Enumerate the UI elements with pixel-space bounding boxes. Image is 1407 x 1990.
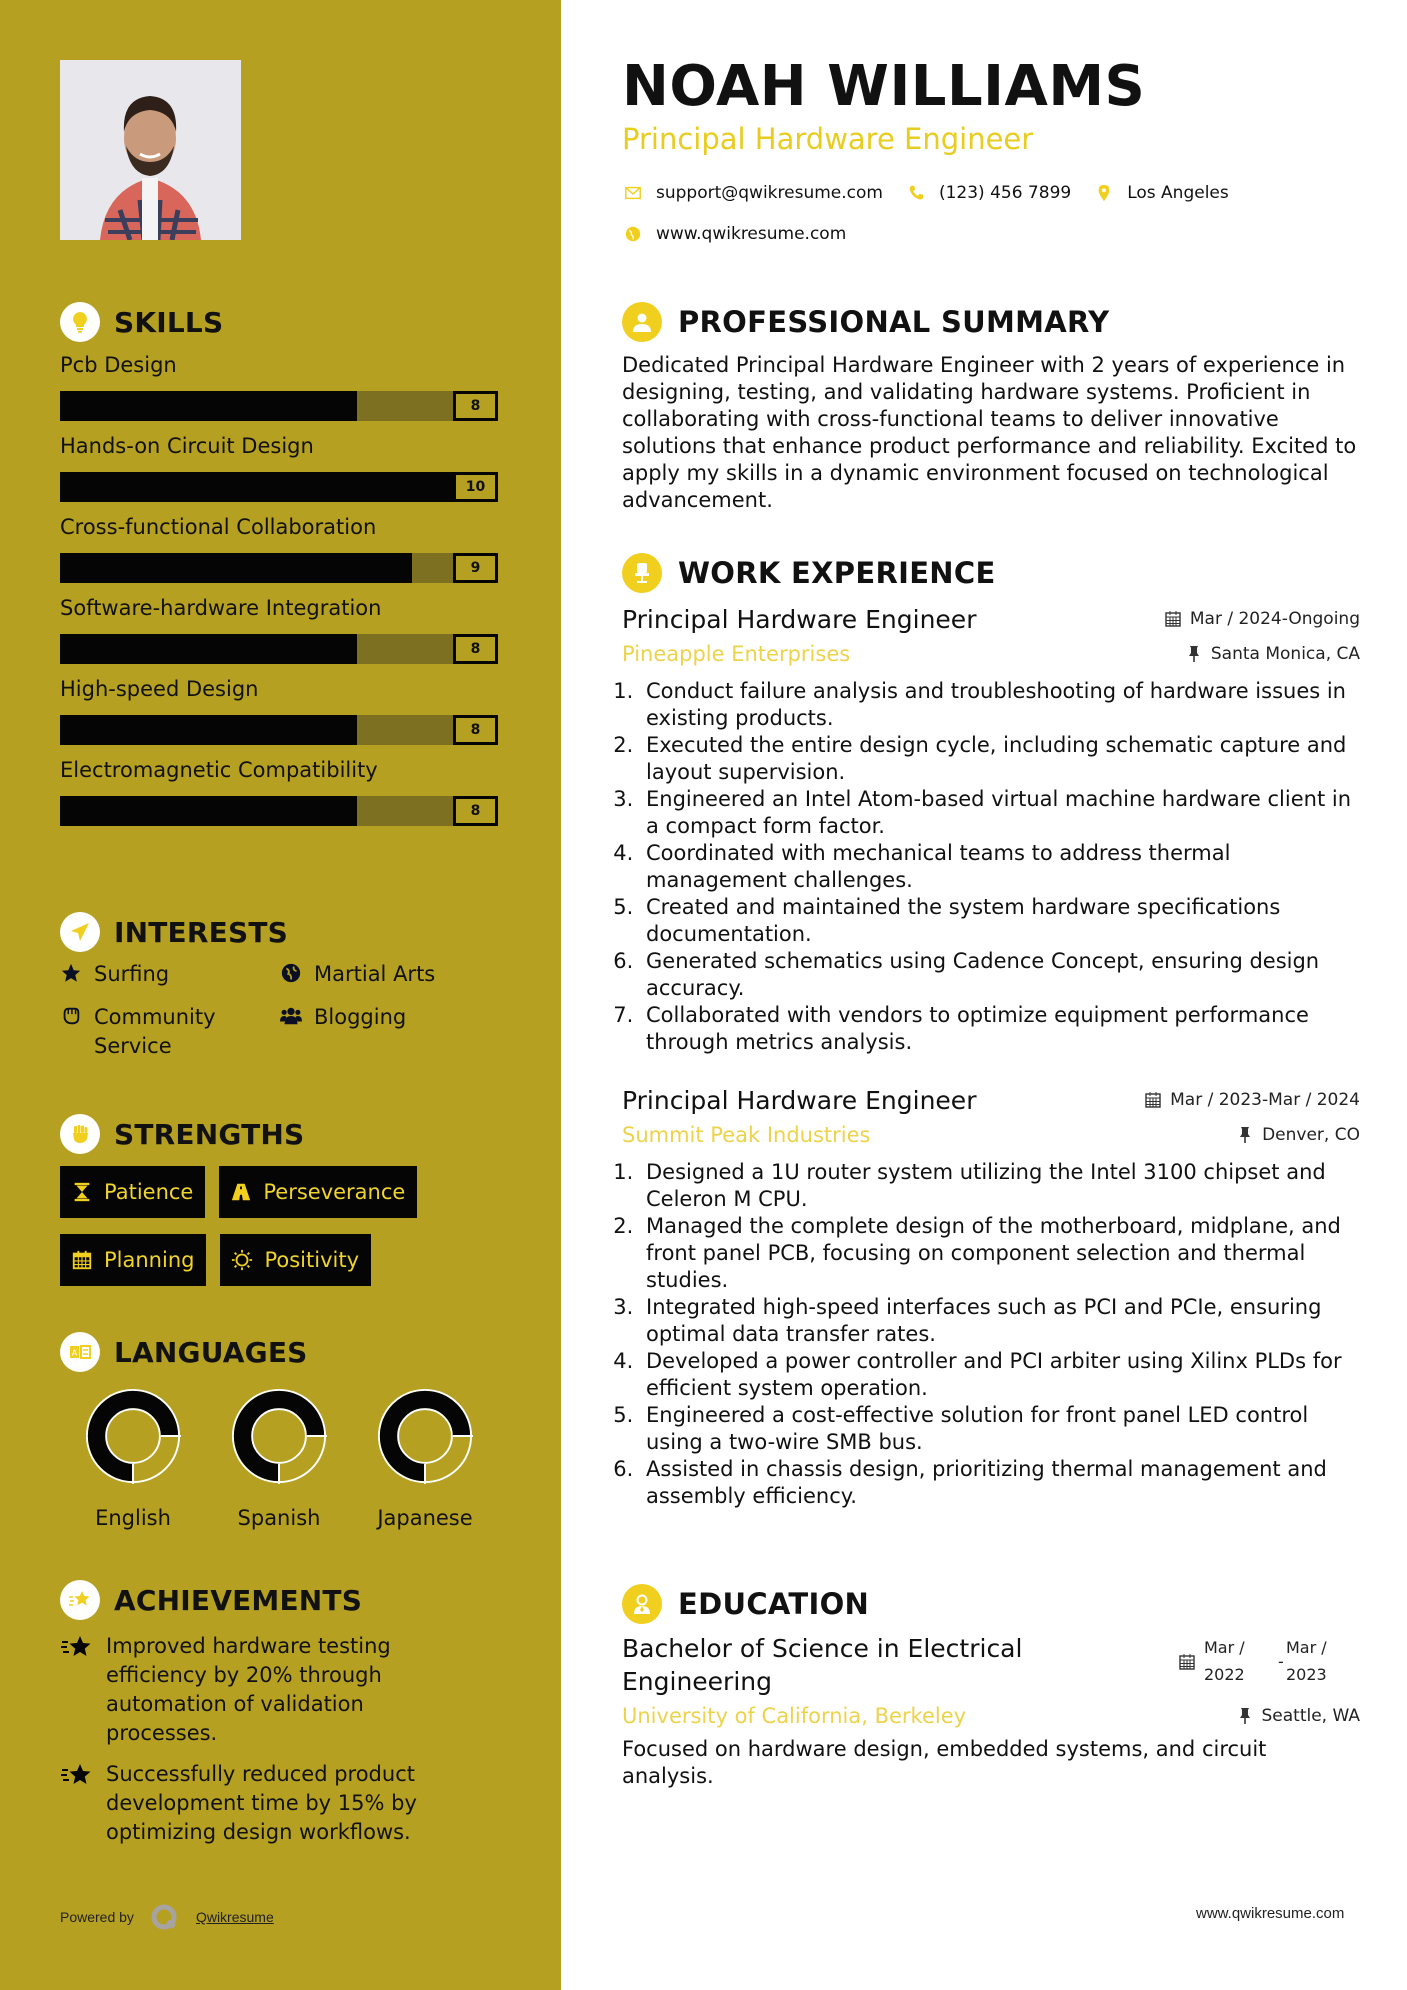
- skill-item: [60, 431, 498, 502]
- experience-section: [622, 551, 1360, 1510]
- strength-chip: [220, 1234, 371, 1286]
- candidate-name: NOAH WILLIAMS: [622, 54, 1146, 119]
- hand-icon: [60, 1005, 84, 1029]
- pushpin-icon: [1236, 1126, 1254, 1144]
- skill-fill: [60, 634, 357, 664]
- map-pin-icon: [1093, 182, 1115, 204]
- profile-photo: [60, 60, 241, 240]
- calendar-icon: [1144, 1091, 1162, 1109]
- skills-title: SKILLS: [114, 305, 224, 339]
- education-location-text: Seattle, WA: [1261, 1706, 1360, 1726]
- strength-label: Perseverance: [263, 1180, 406, 1204]
- users-icon: [280, 1005, 304, 1029]
- skill-value: 8: [453, 715, 498, 745]
- skill-value: 9: [453, 553, 498, 583]
- pushpin-icon: [1236, 1707, 1254, 1725]
- graduate-icon: [622, 1584, 662, 1624]
- skill-fill: [60, 796, 357, 826]
- email-link[interactable]: support@qwikresume.com: [656, 183, 883, 203]
- achievement-item: [60, 1632, 436, 1748]
- job-location-text: Denver, CO: [1262, 1125, 1360, 1145]
- job-entry: [622, 1086, 1360, 1510]
- person-photo-icon: [60, 60, 241, 240]
- sidebar: [0, 0, 561, 1990]
- job-bullet: 2. Executed the entire design cycle, including schematic capture and layout supervision.: [640, 732, 1360, 786]
- contact-phone: [905, 182, 1071, 204]
- strengths-title: STRENGTHS: [114, 1117, 305, 1151]
- skill-item: [60, 593, 498, 664]
- contact-location: [1093, 182, 1229, 204]
- skill-item: [60, 350, 498, 421]
- job-location-text: Santa Monica, CA: [1210, 644, 1360, 664]
- strengths-list: [60, 1166, 500, 1286]
- interest-item: [280, 1003, 500, 1061]
- language-item: [352, 1388, 498, 1530]
- skill-value: 8: [453, 391, 498, 421]
- summary-section: [622, 300, 1360, 514]
- language-item: [206, 1388, 352, 1530]
- skill-bar: [60, 391, 498, 421]
- education-end: Mar / 2023: [1286, 1638, 1327, 1684]
- job-bullet: 4. Coordinated with mechanical teams to address thermal management challenges.: [640, 840, 1360, 894]
- education-school: University of California, Berkeley: [622, 1704, 967, 1728]
- job-bullet: 5. Created and maintained the system hardware specifications documentation.: [640, 894, 1360, 948]
- skill-bar: [60, 634, 498, 664]
- job-location: [1236, 1125, 1360, 1145]
- job-company: Pineapple Enterprises: [622, 642, 851, 666]
- sun-icon: [230, 1248, 254, 1272]
- interest-item: [280, 960, 500, 989]
- user-icon: [622, 302, 662, 342]
- job-dates: [1164, 609, 1360, 629]
- skill-label: Electromagnetic Compatibility: [60, 758, 378, 782]
- paper-plane-icon: [60, 912, 100, 952]
- interests-section: [60, 910, 500, 1061]
- skill-value: 10: [453, 472, 498, 502]
- job-dates-text: Mar / 2024-Ongoing: [1189, 609, 1360, 629]
- job-bullet: 5. Engineered a cost-effective solution for front panel LED control using a two-wire SMB bus.: [640, 1402, 1360, 1456]
- calendar-icon: [70, 1248, 94, 1272]
- achievements-section: [60, 1578, 436, 1847]
- location-text: Los Angeles: [1127, 183, 1229, 203]
- strengths-section: [60, 1112, 500, 1286]
- education-section: [622, 1582, 1360, 1790]
- qwikresume-link[interactable]: Qwikresume: [195, 1909, 274, 1925]
- phone-number[interactable]: (123) 456 7899: [938, 183, 1072, 203]
- envelope-icon: [622, 182, 644, 204]
- education-description: Focused on hardware design, embedded systems, and circuit analysis.: [622, 1737, 1267, 1788]
- strength-chip: [60, 1166, 205, 1218]
- strength-chip: [60, 1234, 206, 1286]
- interest-label: Blogging: [314, 1005, 407, 1029]
- interest-item: [60, 1003, 280, 1061]
- education-start: Mar / 2022: [1204, 1638, 1245, 1684]
- skill-bar: [60, 553, 498, 583]
- summary-title: PROFESSIONAL SUMMARY: [678, 305, 1110, 339]
- languages-section: [60, 1330, 498, 1530]
- job-bullet: 2. Managed the complete design of the motherboard, midplane, and front panel PCB, focusing on component selection and thermal studies.: [640, 1213, 1360, 1294]
- languages-list: [60, 1388, 498, 1530]
- powered-by: [60, 1903, 274, 1931]
- skill-value: 8: [453, 634, 498, 664]
- interests-header: [60, 910, 500, 954]
- job-bullet: 3. Integrated high-speed interfaces such as PCI and PCIe, ensuring optimal data transfer rates.: [640, 1294, 1360, 1348]
- job-bullet: 6. Assisted in chassis design, prioritizing thermal management and assembly efficiency.: [640, 1456, 1360, 1510]
- job-role: Principal Hardware Engineer: [622, 605, 977, 634]
- achievement-item: [60, 1760, 436, 1847]
- achievement-text: Successfully reduced product development time by 15% by optimizing design workflows.: [106, 1762, 417, 1844]
- fist-icon: [60, 1114, 100, 1154]
- phone-icon: [905, 182, 927, 204]
- svg-text:A: A: [71, 1348, 78, 1358]
- summary-header: [622, 300, 1360, 344]
- job-dates: [1144, 1090, 1360, 1110]
- job-bullet: 3. Engineered an Intel Atom-based virtual machine hardware client in a compact form factor.: [640, 786, 1360, 840]
- experience-header: [622, 551, 1360, 595]
- candidate-title: Principal Hardware Engineer: [622, 122, 1034, 156]
- skill-bar: [60, 796, 498, 826]
- footer-website-link[interactable]: www.qwikresume.com: [1196, 1905, 1345, 1922]
- job-bullets: [622, 1159, 1360, 1510]
- shooting-star-icon: [60, 1762, 94, 1790]
- shooting-star-icon: [60, 1634, 94, 1662]
- contact-row: [622, 219, 1362, 249]
- website-link[interactable]: www.qwikresume.com: [656, 224, 847, 244]
- strengths-header: [60, 1112, 500, 1156]
- globe-icon: [622, 223, 644, 245]
- job-bullet: 1. Conduct failure analysis and troubleshooting of hardware issues in existing products.: [640, 678, 1360, 732]
- skill-label: Hands-on Circuit Design: [60, 434, 314, 458]
- language-label: Spanish: [237, 1506, 321, 1530]
- skills-header: [60, 300, 498, 344]
- language-item: [60, 1388, 206, 1530]
- job-company: Summit Peak Industries: [622, 1123, 871, 1147]
- skill-fill: [60, 553, 412, 583]
- interest-item: [60, 960, 280, 989]
- job-dates-text: Mar / 2023-Mar / 2024: [1170, 1090, 1360, 1110]
- contact-row: [622, 178, 1362, 208]
- language-donut-chart: [85, 1388, 181, 1484]
- skill-label: Cross-functional Collaboration: [60, 515, 377, 539]
- interests-title: INTERESTS: [114, 915, 288, 949]
- education-degree: Bachelor of Science in Electrical Engineering: [622, 1634, 1023, 1696]
- skill-fill: [60, 715, 357, 745]
- achievement-text: Improved hardware testing efficiency by 20% through automation of validation processes.: [106, 1634, 391, 1745]
- skill-fill: [60, 391, 357, 421]
- powered-by-label: Powered by: [60, 1909, 134, 1925]
- summary-text: Dedicated Principal Hardware Engineer with 2 years of experience in designing, testing, and validating hardware systems. Proficient in collaborating with cross-functional teams to deliver innovative solutions that enhance product performance and reliability. Excited to apply my skills in a dynamic environment focused on technological advancement.: [622, 353, 1357, 512]
- job-bullet: 6. Generated schematics using Cadence Concept, ensuring design accuracy.: [640, 948, 1360, 1002]
- achievements-title: ACHIEVEMENTS: [114, 1583, 363, 1617]
- contact-website: [622, 223, 846, 245]
- education-title: EDUCATION: [678, 1587, 870, 1621]
- education-dates: [1178, 1634, 1360, 1688]
- language-label: English: [95, 1506, 171, 1530]
- skill-value: 8: [453, 796, 498, 826]
- language-donut-chart: [231, 1388, 327, 1484]
- job-bullet: 1. Designed a 1U router system utilizing the Intel 3100 chipset and Celeron M CPU.: [640, 1159, 1360, 1213]
- job-role: Principal Hardware Engineer: [622, 1086, 977, 1115]
- strength-label: Patience: [104, 1180, 194, 1204]
- experience-title: WORK EXPERIENCE: [678, 556, 996, 590]
- star-icon: [60, 962, 84, 986]
- interest-label: Surfing: [94, 962, 170, 986]
- skill-item: [60, 755, 498, 826]
- qwikresume-logo-icon: [150, 1903, 178, 1931]
- calendar-icon: [1164, 610, 1182, 628]
- languages-title: LANGUAGES: [114, 1335, 308, 1369]
- office-chair-icon: [622, 553, 662, 593]
- shooting-star-icon: [60, 1580, 100, 1620]
- road-icon: [229, 1180, 253, 1204]
- strength-label: Positivity: [264, 1248, 359, 1272]
- contact-info: [622, 178, 1362, 260]
- globe-icon: [280, 962, 304, 986]
- contact-email: [622, 182, 883, 204]
- education-date-separator: -: [1278, 1651, 1284, 1671]
- job-bullet: 7. Collaborated with vendors to optimize equipment performance through metrics analysis.: [640, 1002, 1360, 1056]
- language-label: Japanese: [377, 1506, 473, 1530]
- job-entry: [622, 605, 1360, 1056]
- skill-label: Pcb Design: [60, 353, 177, 377]
- job-bullet: 4. Developed a power controller and PCI arbiter using Xilinx PLDs for efficient system operation.: [640, 1348, 1360, 1402]
- calendar-icon: [1178, 1652, 1196, 1670]
- skill-bar: [60, 472, 498, 502]
- interests-list: [60, 960, 500, 1061]
- strength-label: Planning: [104, 1248, 195, 1272]
- interest-label: Martial Arts: [314, 962, 436, 986]
- hourglass-icon: [70, 1180, 94, 1204]
- language-donut-chart: [377, 1388, 473, 1484]
- education-location: [1236, 1706, 1361, 1726]
- skill-item: [60, 674, 498, 745]
- achievements-header: [60, 1578, 436, 1622]
- strength-chip: [219, 1166, 417, 1218]
- lightbulb-icon: [60, 302, 100, 342]
- skill-bar: [60, 715, 498, 745]
- skill-label: Software-hardware Integration: [60, 596, 382, 620]
- language-icon: [60, 1332, 100, 1372]
- pushpin-icon: [1185, 645, 1203, 663]
- skill-fill: [60, 472, 498, 502]
- job-location: [1185, 644, 1360, 664]
- interest-label: Community Service: [94, 1005, 216, 1058]
- languages-header: [60, 1330, 498, 1374]
- job-bullets: [622, 678, 1360, 1056]
- skill-label: High-speed Design: [60, 677, 259, 701]
- skill-item: [60, 512, 498, 583]
- education-header: [622, 1582, 1360, 1626]
- skills-section: [60, 300, 498, 836]
